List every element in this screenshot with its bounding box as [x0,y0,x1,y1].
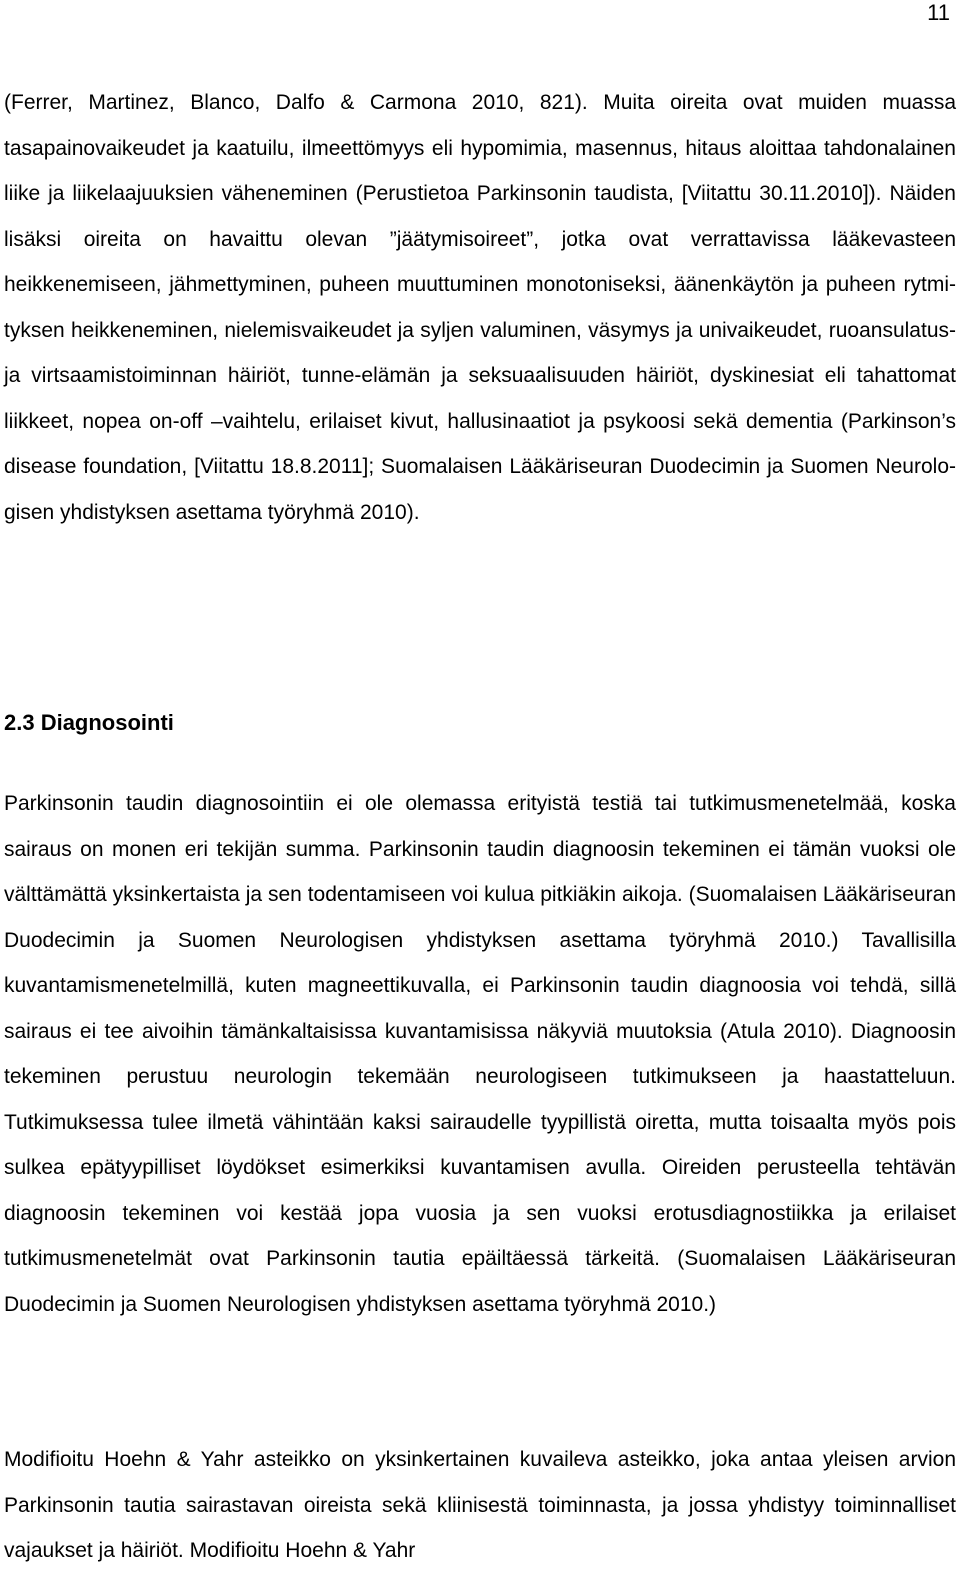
paragraph-diagnosis: Parkinsonin taudin diagnosointiin ei ole olemassa erityistä testiä tai tutkimusmenetelmää, koska sairaus on monen eri tekijän summa. Parkinsonin taudin diagnoosin tekeminen ei tämän vuoksi ole välttämättä yksinkertaista ja sen todentamiseen voi kulua pitkiäkin aikoja. (Suomalaisen Lääkäriseuran Duodecimin ja Suomen Neurologisen yhdistyksen asettama työryhmä 2010.) Tavallisilla kuvantamismenetelmillä, kuten magneettikuvalla, ei Parkinsonin taudin diagnoosia voi tehdä, sillä sairaus ei tee aivoihin tämänkaltaisissa kuvantamisissa näkyviä muutoksia (Atula 2010). Diagnoosin tekeminen perustuu neurologin tekemään neurologiseen tutkimukseen ja haastatteluun. Tutkimuksessa tulee ilmetä vähintään kaksi sairaudelle tyypillistä oiretta, mutta toisaalta myös pois sulkea epätyypilliset löydökset esimerkiksi kuvantamisen avulla. Oireiden perusteella tehtävän diagnoosin tekeminen voi kestää jopa vuosia ja sen vuoksi erotusdiagnostiikka ja erilaiset tutkimusmenetelmät ovat Parkinsonin tautia epäiltäessä tärkeitä. (Suomalaisen Lääkäriseuran Duodecimin ja Suomen Neurologisen yhdistyksen asettama työryhmä 2010.) [4,792,956,1316]
paragraph-symptoms: (Ferrer, Martinez, Blanco, Dalfo & Carmona 2010, 821). Muita oireita ovat muiden muassa tasapainovaikeudet ja kaatuilu, ilmeettömyys eli hypomimia, masennus, hitaus aloittaa tahdonalainen liike ja liikelaajuuksien väheneminen (Perustietoa Parkinsonin taudista, [Viitattu 30.11.2010]). Näiden lisäksi oireita on havaittu olevan ”jäätymisoireet”, jotka ovat verrattavissa lääkevasteen heikkenemiseen, jähmettyminen, puheen muuttuminen monotoniseksi, äänenkäytön ja puheen rytmityksen heikkeneminen, nielemisvaikeudet ja syljen valuminen, väsymys ja univaikeudet, ruoansulatus- ja virtsaamistoiminnan häiriöt, tunne-elämän ja seksuaalisuuden häiriöt, dyskinesiat eli tahattomat liikkeet, nopea on-off –vaihtelu, erilaiset kivut, hallusinaatiot ja psykoosi sekä dementia (Parkinson’s disease foundation, [Viitattu 18.8.2011]; Suomalaisen Lääkäriseuran Duodecimin ja Suomen Neurologisen yhdistyksen asettama työryhmä 2010). [4,91,956,524]
paragraph-hoehn-yahr: Modifioitu Hoehn & Yahr asteikko on yksinkertainen kuvaileva asteikko, joka antaa yleisen arvion Parkinsonin tautia sairastavan oireista sekä kliinisestä toiminnasta, ja jossa yhdistyy toiminnalliset vajaukset ja häiriöt. Modifioitu Hoehn & Yahr [4,1448,956,1562]
section-heading: 2.3 Diagnosointi [4,710,174,735]
page-number: 11 [927,0,950,25]
